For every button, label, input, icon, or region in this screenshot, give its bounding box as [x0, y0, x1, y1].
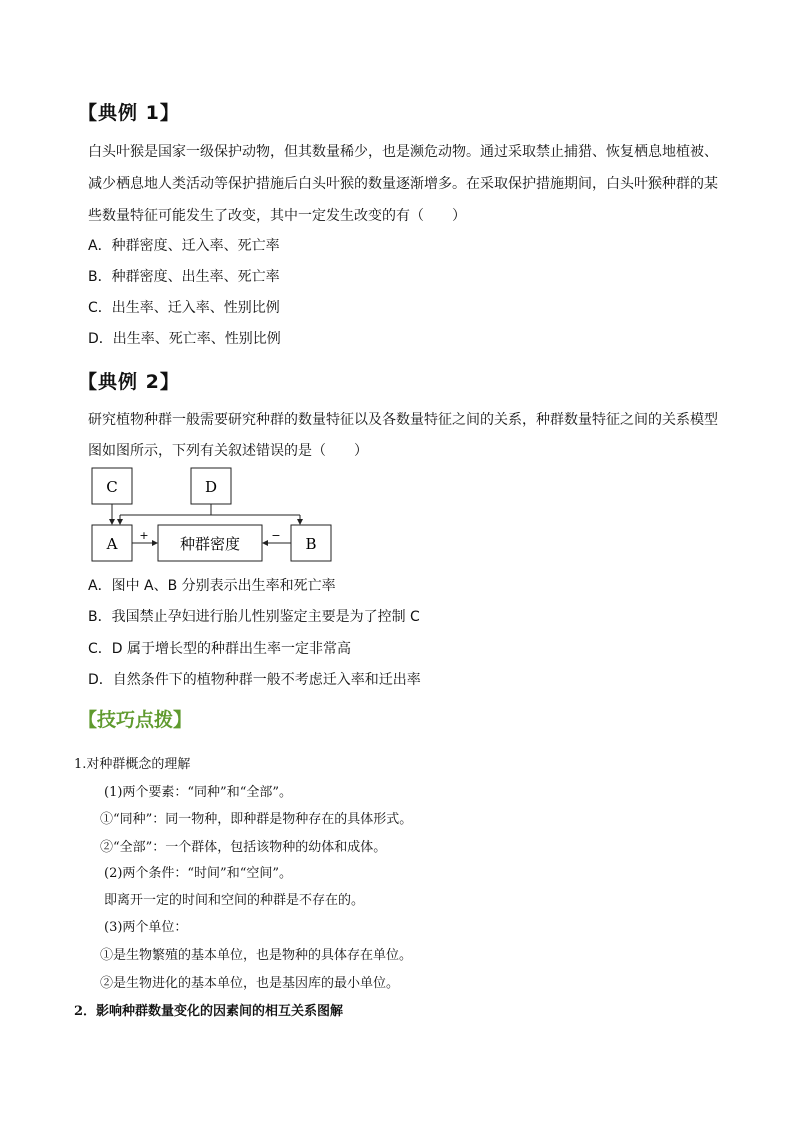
population-relationship-diagram: [88, 464, 334, 564]
skills-line-3: ①“同种”：同一物种，即种群是物种存在的具体形式。: [100, 812, 413, 827]
example2-option-a: A．图中 A、B 分别表示出生率和死亡率: [88, 578, 336, 594]
skills-line-1: 1.对种群概念的理解: [74, 757, 191, 772]
example2-option-d: D．自然条件下的植物种群一般不考虑迁入率和迁出率: [88, 672, 421, 688]
skills-line-4: ②“全部”：一个群体，包括该物种的幼体和成体。: [100, 840, 387, 855]
skills-line-9: ②是生物进化的基本单位，也是基因库的最小单位。: [100, 976, 400, 991]
label-c: C: [106, 478, 118, 496]
label-d: D: [204, 478, 218, 496]
example2-option-c: C．D 属于增长型的种群出生率一定非常高: [88, 641, 352, 657]
example2-option-b: B．我国禁止孕妇进行胎儿性别鉴定主要是为了控制 C: [88, 609, 420, 625]
example1-option-c: C．出生率、迁入率、性别比例: [88, 300, 280, 316]
skills-line-8: ①是生物繁殖的基本单位，也是物种的具体存在单位。: [100, 948, 413, 963]
label-center: 种群密度: [179, 535, 241, 553]
example1-stem-line-1: 白头叶猴是国家一级保护动物，但其数量稀少，也是濒危动物。通过采取禁止捕猎、恢复栖息地植被、: [88, 144, 718, 160]
example1-stem-line-3: 些数量特征可能发生了改变，其中一定发生改变的有（ ）: [88, 208, 466, 224]
label-plus: +: [139, 529, 149, 542]
example1-option-d: D．出生率、死亡率、性别比例: [88, 331, 281, 347]
example1-heading: 【典例 1】: [78, 102, 180, 124]
label-a: A: [106, 535, 118, 553]
label-b: B: [305, 535, 317, 553]
label-minus: −: [271, 529, 281, 542]
skills-line-6: 即离开一定的时间和空间的种群是不存在的。: [104, 893, 365, 908]
example1-stem-line-2: 减少栖息地人类活动等保护措施后白头叶猴的数量逐渐增多。在采取保护措施期间，白头叶猴种群的某: [88, 176, 718, 192]
example2-stem-line-2: 图如图所示，下列有关叙述错误的是（ ）: [88, 443, 368, 459]
skills-line-7: (3)两个单位：: [104, 920, 188, 935]
skills-heading: 【技巧点拨】: [78, 709, 193, 731]
skills-line-5: (2)两个条件：“时间”和“空间”。: [104, 866, 292, 881]
example2-heading: 【典例 2】: [78, 371, 180, 393]
example1-option-a: A．种群密度、迁入率、死亡率: [88, 238, 280, 254]
skills-line-2: (1)两个要素：“同种”和“全部”。: [104, 785, 292, 800]
skills-line-10: 2．影响种群数量变化的因素间的相互关系图解: [74, 1004, 344, 1019]
example2-stem-line-1: 研究植物种群一般需要研究种群的数量特征以及各数量特征之间的关系，种群数量特征之间的关系模型: [88, 412, 718, 428]
example1-option-b: B．种群密度、出生率、死亡率: [88, 269, 280, 285]
